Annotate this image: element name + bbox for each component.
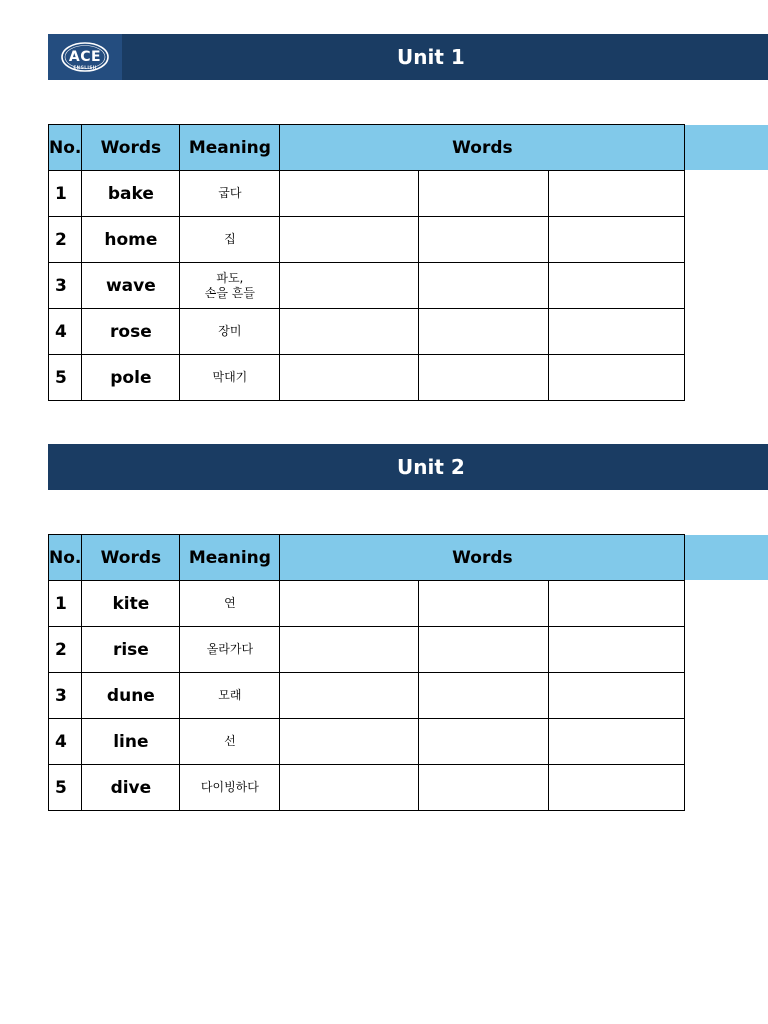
row-number: 1	[49, 581, 82, 627]
practice-cell[interactable]	[549, 673, 685, 719]
practice-cell[interactable]	[419, 719, 549, 765]
row-number: 4	[49, 719, 82, 765]
row-number: 5	[49, 355, 82, 401]
word-cell: kite	[82, 581, 180, 627]
unit-1-banner	[48, 34, 768, 80]
logo-text: ACE	[68, 49, 102, 65]
row-number: 2	[49, 627, 82, 673]
vocab-table-unit-2	[48, 534, 685, 811]
column-header-meaning: Meaning	[180, 535, 280, 581]
meaning-cell: 막대기	[180, 355, 280, 401]
practice-cell[interactable]	[280, 765, 419, 811]
meaning-cell: 선	[180, 719, 280, 765]
header-extension	[684, 535, 768, 580]
practice-cell[interactable]	[549, 719, 685, 765]
practice-cell[interactable]	[280, 309, 419, 355]
meaning-cell: 장미	[180, 309, 280, 355]
column-header-practice-words: Words	[280, 535, 685, 581]
practice-cell[interactable]	[280, 263, 419, 309]
row-number: 5	[49, 765, 82, 811]
table-row	[49, 765, 685, 811]
practice-cell[interactable]	[419, 217, 549, 263]
ace-logo	[48, 34, 122, 80]
unit-2-banner	[48, 444, 768, 490]
table-row	[49, 309, 685, 355]
practice-cell[interactable]	[280, 581, 419, 627]
practice-cell[interactable]	[549, 765, 685, 811]
word-cell: wave	[82, 263, 180, 309]
table-row	[49, 263, 685, 309]
meaning-cell: 모래	[180, 673, 280, 719]
column-header-words: Words	[82, 125, 180, 171]
word-cell: rose	[82, 309, 180, 355]
row-number: 2	[49, 217, 82, 263]
unit-title: Unit 1	[397, 45, 465, 69]
row-number: 1	[49, 171, 82, 217]
word-cell: bake	[82, 171, 180, 217]
practice-cell[interactable]	[549, 171, 685, 217]
practice-cell[interactable]	[549, 309, 685, 355]
meaning-cell: 연	[180, 581, 280, 627]
meaning-cell	[180, 263, 280, 309]
table-row	[49, 673, 685, 719]
meaning-cell: 집	[180, 217, 280, 263]
row-number: 3	[49, 673, 82, 719]
header-extension	[684, 125, 768, 170]
table-row	[49, 171, 685, 217]
table-row	[49, 581, 685, 627]
unit-title: Unit 2	[397, 455, 465, 479]
table-header-row	[49, 535, 685, 581]
table-row	[49, 719, 685, 765]
column-header-meaning: Meaning	[180, 125, 280, 171]
column-header-practice-words: Words	[280, 125, 685, 171]
column-header-no: No.	[49, 535, 82, 581]
practice-cell[interactable]	[549, 627, 685, 673]
practice-cell[interactable]	[549, 263, 685, 309]
word-cell: dune	[82, 673, 180, 719]
meaning-cell: 굽다	[180, 171, 280, 217]
practice-cell[interactable]	[280, 355, 419, 401]
table-row	[49, 627, 685, 673]
practice-cell[interactable]	[419, 627, 549, 673]
practice-cell[interactable]	[549, 217, 685, 263]
practice-cell[interactable]	[280, 627, 419, 673]
meaning-text: 파도, 손을 흔들	[204, 270, 255, 300]
table-row	[49, 355, 685, 401]
practice-cell[interactable]	[419, 263, 549, 309]
column-header-no: No.	[49, 125, 82, 171]
practice-cell[interactable]	[419, 581, 549, 627]
practice-cell[interactable]	[549, 581, 685, 627]
word-cell: rise	[82, 627, 180, 673]
column-header-words: Words	[82, 535, 180, 581]
practice-cell[interactable]	[419, 673, 549, 719]
practice-cell[interactable]	[419, 309, 549, 355]
vocab-table-unit-1	[48, 124, 685, 401]
practice-cell[interactable]	[280, 217, 419, 263]
practice-cell[interactable]	[280, 171, 419, 217]
practice-cell[interactable]	[419, 355, 549, 401]
word-cell: dive	[82, 765, 180, 811]
word-cell: pole	[82, 355, 180, 401]
table-header-row	[49, 125, 685, 171]
word-cell: line	[82, 719, 180, 765]
logo-subtext: ENGLISH	[73, 65, 97, 70]
row-number: 4	[49, 309, 82, 355]
practice-cell[interactable]	[419, 171, 549, 217]
table-row	[49, 217, 685, 263]
word-cell: home	[82, 217, 180, 263]
row-number: 3	[49, 263, 82, 309]
meaning-cell: 올라가다	[180, 627, 280, 673]
practice-cell[interactable]	[419, 765, 549, 811]
practice-cell[interactable]	[549, 355, 685, 401]
meaning-cell: 다이빙하다	[180, 765, 280, 811]
practice-cell[interactable]	[280, 719, 419, 765]
practice-cell[interactable]	[280, 673, 419, 719]
